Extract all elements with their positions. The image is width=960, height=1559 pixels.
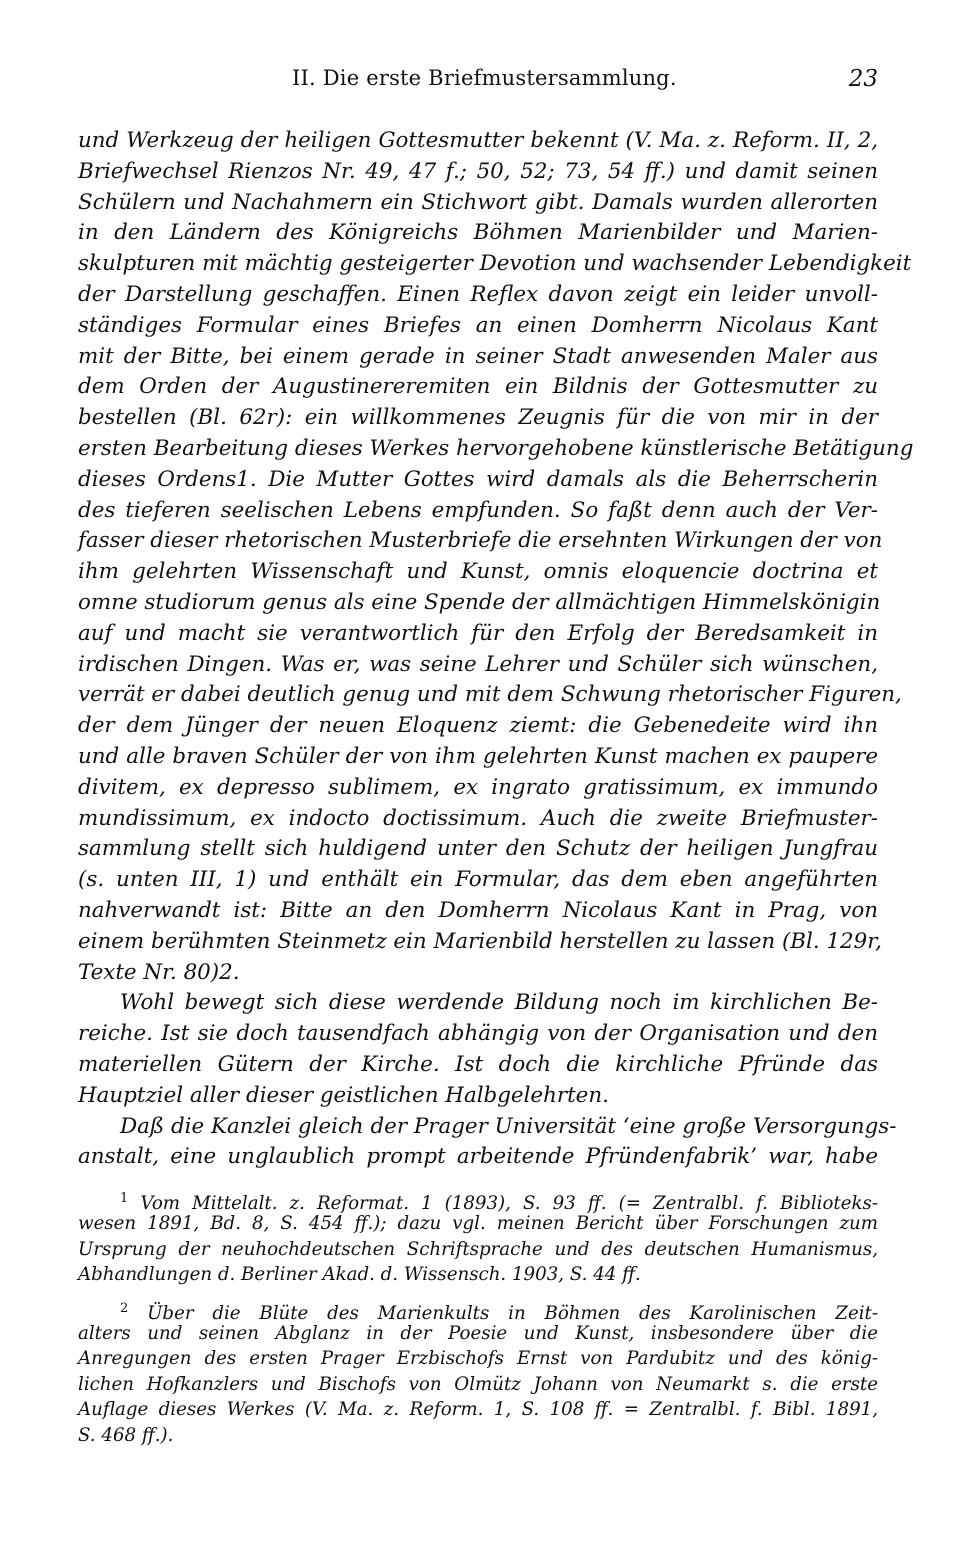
- text-line: Schülern und Nachahmern ein Stichwort gibt. Damals wurden allerorten: [78, 189, 878, 215]
- text-line: mit der Bitte, bei einem gerade in seiner Stadt anwesenden Maler aus: [78, 343, 878, 369]
- text-line: irdischen Dingen. Was er, was seine Lehrer und Schüler sich wünschen,: [78, 651, 878, 677]
- text-line: skulpturen mit mächtig gesteigerter Devotion und wachsender Lebendigkeit: [78, 251, 912, 277]
- text-line: und Werkzeug der heiligen Gottesmutter bekennt (V. Ma. z. Reform. II, 2,: [78, 128, 878, 153]
- text-line: nahverwandt ist: Bitte an den Domherrn Nicolaus Kant in Prag, von: [78, 897, 878, 923]
- page-header: [78, 66, 878, 96]
- text-line: dieses Ordens1. Die Mutter Gottes wird damals als die Beherrscherin: [78, 466, 878, 492]
- text-line: materiellen Gütern der Kirche. Ist doch die kirchliche Pfründe das: [78, 1051, 878, 1077]
- text-line: fasser dieser rhetorischen Musterbriefe die ersehnten Wirkungen der von: [78, 528, 883, 554]
- text-line: reiche. Ist sie doch tausendfach abhängig von der Organisation und den: [78, 1021, 878, 1047]
- text-line: des tieferen seelischen Lebens empfunden. So faßt denn auch der Ver-: [78, 497, 878, 523]
- footnote-text: Vom Mittelalt. z. Reformat. 1 (1893), S. 93 ff. (= Zentralbl. f. Biblioteks-: [140, 1193, 878, 1214]
- text-line: anstalt, eine unglaublich prompt arbeitende Pfründenfabrik’ war, habe: [78, 1144, 878, 1170]
- page-number: 23: [848, 66, 878, 92]
- footnote-marker: 2: [120, 1300, 129, 1316]
- running-title: II. Die erste Briefmustersammlung.: [292, 66, 677, 90]
- footnotes: [78, 1186, 878, 1448]
- text-line: omne studiorum genus als eine Spende der allmächtigen Himmelskönigin: [78, 589, 881, 615]
- text-line: ersten Bearbeitung dieses Werkes hervorgehobene künstlerische Betätigung: [78, 435, 914, 461]
- text-line: divitem, ex depresso sublimem, ex ingrato gratissimum, ex immundo: [78, 774, 878, 800]
- text-line: bestellen (Bl. 62r): ein willkommenes Zeugnis für die von mir in der: [78, 405, 878, 431]
- text-line: ständiges Formular eines Briefes an einen Domherrn Nicolaus Kant: [78, 312, 878, 338]
- footnote-text: Über die Blüte des Marienkults in Böhmen des Karolinischen Zeit-: [147, 1302, 878, 1324]
- footnote-line: [78, 1296, 878, 1324]
- footnote-line: lichen Hofkanzlers und Bischofs von Olmütz Johann von Neumarkt s. die erste: [78, 1373, 878, 1395]
- footnote-line: alters und seinen Abglanz in der Poesie und Kunst, insbesondere über die: [78, 1322, 878, 1344]
- text-line: Daß die Kanzlei gleich der Prager Universität ‘eine große Versorgungs-: [120, 1113, 897, 1139]
- text-line: der Darstellung geschaffen. Einen Reflex davon zeigt ein leider unvoll-: [78, 281, 878, 307]
- main-text: [78, 126, 914, 1173]
- text-line: sammlung stellt sich huldigend unter den Schutz der heiligen Jungfrau: [78, 836, 878, 862]
- footnote-line: Auflage dieses Werkes (V. Ma. z. Reform. 1, S. 108 ff. = Zentralbl. f. Bibl. 1891,: [78, 1399, 878, 1421]
- footnote-line: S. 468 ff.).: [78, 1424, 174, 1446]
- text-line: Wohl bewegt sich diese werdende Bildung noch im kirchlichen Be-: [120, 990, 878, 1016]
- footnote-line: Abhandlungen d. Berliner Akad. d. Wissensch. 1903, S. 44 ff.: [78, 1264, 641, 1286]
- footnote-line: [78, 1186, 878, 1214]
- footnote-line: wesen 1891, Bd. 8, S. 454 ff.); dazu vgl. meinen Bericht über Forschungen zum: [78, 1213, 878, 1235]
- text-line: auf und macht sie verantwortlich für den Erfolg der Beredsamkeit in: [78, 620, 878, 646]
- footnote-1: [78, 1186, 878, 1288]
- text-line: in den Ländern des Königreichs Böhmen Marienbilder und Marien-: [78, 220, 878, 246]
- text-line: Hauptziel aller dieser geistlichen Halbgelehrten.: [78, 1082, 609, 1108]
- footnote-2: [78, 1296, 878, 1448]
- text-line: und alle braven Schüler der von ihm gelehrten Kunst machen ex paupere: [78, 743, 878, 769]
- footnote-marker: 1: [120, 1191, 129, 1206]
- footnote-line: Anregungen des ersten Prager Erzbischofs Ernst von Pardubitz und des könig-: [78, 1348, 878, 1370]
- text-line: Briefwechsel Rienzos Nr. 49, 47 f.; 50, 52; 73, 54 ff.) und damit seinen: [78, 158, 878, 184]
- text-line: dem Orden der Augustinereremiten ein Bildnis der Gottesmutter zu: [78, 374, 878, 400]
- footnote-line: Ursprung der neuhochdeutschen Schriftsprache und des deutschen Humanismus,: [78, 1238, 878, 1260]
- text-line: ihm gelehrten Wissenschaft und Kunst, omnis eloquencie doctrina et: [78, 559, 878, 585]
- text-line: mundissimum, ex indocto doctissimum. Auch die zweite Briefmuster-: [78, 805, 878, 831]
- text-line: einem berühmten Steinmetz ein Marienbild herstellen zu lassen (Bl. 129r,: [78, 928, 882, 954]
- text-line: Texte Nr. 80)2.: [78, 959, 240, 985]
- text-line: der dem Jünger der neuen Eloquenz ziemt: die Gebenedeite wird ihn: [78, 713, 878, 739]
- text-line: (s. unten III, 1) und enthält ein Formular, das dem eben angeführten: [78, 867, 878, 893]
- text-line: verrät er dabei deutlich genug und mit dem Schwung rhetorischer Figuren,: [78, 682, 902, 708]
